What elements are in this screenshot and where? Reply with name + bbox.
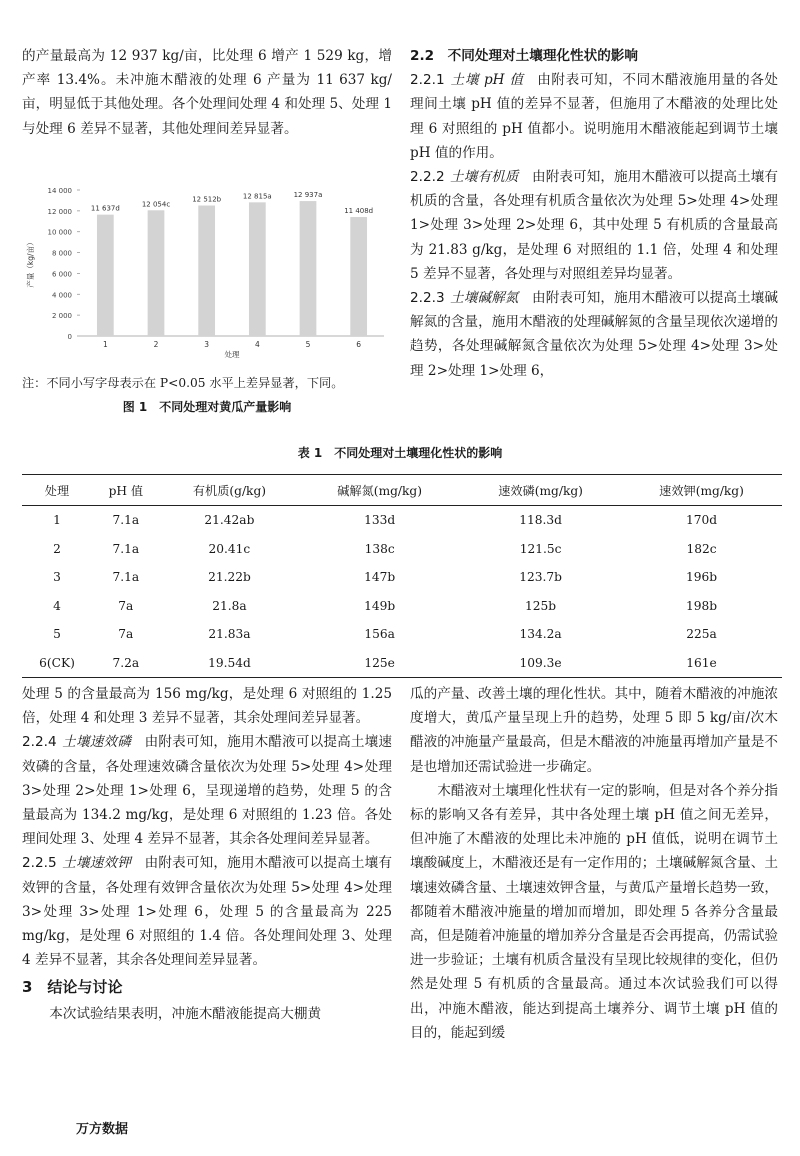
left-column-top <box>22 44 392 141</box>
table-row <box>22 649 782 678</box>
table-row <box>22 506 782 535</box>
soil-properties-table <box>22 474 782 678</box>
watermark-footer: 万方数据 <box>76 1122 129 1137</box>
y-tick-label: 2 000 <box>51 312 72 321</box>
table-cell: 2 <box>53 541 61 556</box>
table-header-cell: pH 值 <box>92 475 160 506</box>
subsection-2-2-1: 2.2.1 土壤 pH 值 由附表可知，不同木醋液施用量的各处理间土壤 pH 值的差异不显著，但施用了木醋液的处理比处理 6 对照组的 pH 值都小。说明施用木醋液能起到调节土壤 pH 值的作用。 <box>410 72 778 161</box>
table-header-row <box>22 475 782 506</box>
table-cell: 7a <box>118 598 134 613</box>
table-header-cell: 速效钾(mg/kg) <box>621 475 782 506</box>
figure-caption: 图 1 不同处理对黄瓜产量影响 <box>122 400 292 414</box>
table-cell: 198b <box>685 598 718 613</box>
table-cell: 21.83a <box>208 627 251 642</box>
table-cell: 21.42ab <box>204 513 255 528</box>
x-tick-label: 3 <box>204 340 210 349</box>
paragraph: 本次试验结果表明，冲施木醋液能提高大棚黄 <box>49 1006 322 1023</box>
table-cell: 7.1a <box>112 541 140 556</box>
table-cell: 118.3d <box>519 513 562 528</box>
table-header-cell: 碱解氮(mg/kg) <box>299 475 460 506</box>
table-row <box>22 535 782 564</box>
x-tick-label: 5 <box>305 340 311 349</box>
y-tick-label: 12 000 <box>47 207 72 216</box>
bar <box>350 217 367 336</box>
y-tick-label: 0 <box>67 333 72 341</box>
table-cell: 5 <box>53 627 61 642</box>
table-cell: 125b <box>525 598 557 613</box>
left-column-bottom <box>22 682 392 1027</box>
table-cell: 123.7b <box>519 570 562 585</box>
table-cell: 225a <box>686 627 717 642</box>
bar <box>148 210 165 336</box>
table-cell: 7.1a <box>112 570 140 585</box>
table-cell: 182c <box>686 541 717 556</box>
paragraph: 瓜的产量、改善土壤的理化性状。其中，随着木醋液的冲施浓度增大，黄瓜产量呈现上升的趋势，处理 5 即 5 kg/亩/次木醋液的冲施量产量最高，但是木醋液的冲施量再增加产量是不是也增加还需试验进一步确定。 <box>410 686 778 775</box>
table-row <box>22 620 782 649</box>
bar-data-label: 11 408d <box>344 207 374 216</box>
table-cell: 20.41c <box>208 541 251 556</box>
subsection-2-2-5: 2.2.5 土壤速效钾 由附表可知，施用木醋液可以提高土壤有效钾的含量，各处理有效钾含量依次为处理 5>处理 4>处理 3>处理 3>处理 1>处理 6，处理 5 的含量最高为 225 mg/kg，是处理 6 对照组的 1.4 倍。各处理间处理 3、处理 4 差异不显著，其余各处理间差异显著。 <box>22 855 393 969</box>
table-header-cell: 速效磷(mg/kg) <box>460 475 621 506</box>
bar <box>300 201 317 336</box>
bar <box>198 206 215 336</box>
bar-data-label: 12 815a <box>242 192 272 201</box>
right-column-bottom <box>410 682 778 1045</box>
y-tick-label: 6 000 <box>51 270 72 279</box>
table-cell: 3 <box>53 570 61 585</box>
table-cell: 4 <box>53 598 61 613</box>
table-header-cell: 处理 <box>22 475 92 506</box>
table-cell: 196b <box>685 570 718 585</box>
table-header-cell: 有机质(g/kg) <box>160 475 299 506</box>
section-heading-3: 3 结论与讨论 <box>22 978 123 997</box>
table-caption: 表 1 不同处理对土壤理化性状的影响 <box>297 446 503 460</box>
table-row <box>22 563 782 592</box>
table-cell: 149b <box>364 598 396 613</box>
table-cell: 1 <box>53 513 61 528</box>
table-cell: 147b <box>364 570 396 585</box>
y-axis-label: 产量（kg/亩） <box>26 238 35 288</box>
subsection-2-2-4: 2.2.4 土壤速效磷 由附表可知，施用木醋液可以提高土壤速效磷的含量，各处理速效磷含量依次为处理 5>处理 4>处理 3>处理 2>处理 1>处理 6，呈现递增的趋势，处理 5 的含量最高为 134.2 mg/kg，是处理 6 对照组的 1.23 倍。各处理间处理 3、处理 4 差异不显著，其余各处理间差异显著。 <box>22 734 393 848</box>
x-tick-label: 2 <box>153 340 159 349</box>
paragraph: 处理 5 的含量最高为 156 mg/kg，是处理 6 对照组的 1.25 倍，处理 4 和处理 3 差异不显著，其余处理间差异显著。 <box>22 686 392 727</box>
table-cell: 134.2a <box>519 627 562 642</box>
figure-1 <box>22 178 392 358</box>
y-tick-label: 4 000 <box>51 291 72 300</box>
table-cell: 7.2a <box>92 649 160 678</box>
x-tick-label: 4 <box>254 340 260 349</box>
subsection-2-2-2: 2.2.2 土壤有机质 由附表可知，施用木醋液可以提高土壤有机质的含量，各处理有机质含量依次为处理 5>处理 4>处理 1>处理 3>处理 2>处理 6，其中处理 5 有机质的含量最高为 21.83 g/kg，是处理 6 对照组的 1.1 倍，处理 4 和处理 5 差异不显著，各处理与对照组差异均显著。 <box>410 169 779 282</box>
right-column-top <box>410 44 778 383</box>
table-cell: 19.54d <box>160 649 299 678</box>
table-cell: 125e <box>299 649 460 678</box>
table-cell: 7.1a <box>112 513 140 528</box>
table-cell: 170d <box>685 513 718 528</box>
table-cell: 156a <box>364 627 395 642</box>
paragraph: 木醋液对土壤理化性状有一定的影响，但是对各个养分指标的影响又各有差异，其中各处理土壤 pH 值之间无差异，但冲施了木醋液的处理比未冲施的 pH 值低，说明在调节土壤酸碱度上，木醋液还是有一定作用的；土壤碱解氮含量、土壤速效磷含量、土壤速效钾含量，与黄瓜产量增长趋势一致，都随着木醋液冲施量的增加而增加，即处理 5 各养分含量最高，但是随着冲施量的增加养分含量是否会再提高，仍需试验进一步验证；土壤有机质含量没有呈现比较规律的变化，但仍然是处理 5 有机质的含量最高。通过本次试验我们可以得出，冲施木醋液，能达到提高土壤养分、调节土壤 pH 值的目的，能起到缓 <box>410 782 778 1041</box>
bar-data-label: 12 512b <box>192 195 222 204</box>
paragraph: 的产量最高为 12 937 kg/亩，比处理 6 增产 1 529 kg，增产率 13.4%。未冲施木醋液的处理 6 产量为 11 637 kg/亩，明显低于其他处理。各个处理间处理 4 和处理 5、处理 1 与处理 6 差异不显著，其他处理间差异显著。 <box>22 48 392 137</box>
yield-bar-chart <box>22 178 392 358</box>
y-tick-label: 8 000 <box>51 249 72 258</box>
table-cell: 133d <box>364 513 396 528</box>
y-tick-label: 10 000 <box>47 228 72 237</box>
bar <box>97 215 114 336</box>
table-cell: 7a <box>118 627 134 642</box>
x-axis-label: 处理 <box>224 350 240 358</box>
bar <box>249 202 266 336</box>
table-row <box>22 592 782 621</box>
table-cell: 138c <box>364 541 395 556</box>
subsection-2-2-3: 2.2.3 土壤碱解氮 由附表可知，施用木醋液可以提高土壤碱解氮的含量，施用木醋液的处理碱解氮的含量呈现依次递增的趋势，各处理碱解氮含量依次为处理 5>处理 4>处理 3>处理 2>处理 1>处理 6， <box>410 290 779 379</box>
section-heading-2-2: 2.2 不同处理对土壤理化性状的影响 <box>410 48 638 64</box>
figure-note: 注：不同小写字母表示在 P<0.05 水平上差异显著，下同。 <box>22 376 344 390</box>
bar-data-label: 11 637d <box>90 204 120 213</box>
table-cell: 121.5c <box>519 541 562 556</box>
bar-data-label: 12 054c <box>141 200 171 209</box>
x-tick-label: 6 <box>356 340 362 349</box>
y-tick-label: 14 000 <box>47 187 72 195</box>
x-tick-label: 1 <box>102 340 108 349</box>
table-cell: 6(CK) <box>22 649 92 678</box>
bar-data-label: 12 937a <box>293 191 323 200</box>
table-cell: 109.3e <box>460 649 621 678</box>
table-cell: 161e <box>621 649 782 678</box>
table-cell: 21.8a <box>212 598 247 613</box>
table-cell: 21.22b <box>208 570 251 585</box>
